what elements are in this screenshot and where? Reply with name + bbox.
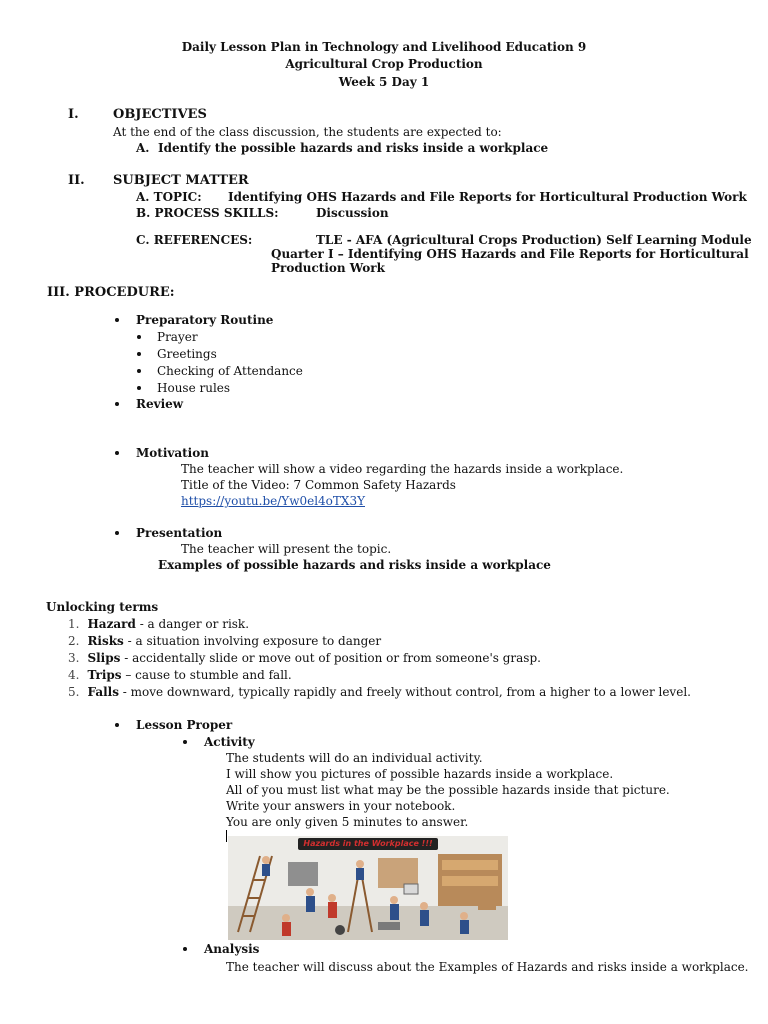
routine-item: Checking of Attendance — [157, 364, 303, 378]
activity-line: You are only given 5 minutes to answer. — [226, 815, 469, 829]
term-definition: - move downward, typically rapidly and freely without control, from a higher to a lower level. — [118, 685, 691, 699]
hazards-illustration — [228, 836, 508, 940]
bullet-icon — [115, 318, 119, 322]
references-line-1: TLE - AFA (Agricultural Crops Production) Self Learning Module — [316, 233, 752, 247]
bullet-icon — [115, 451, 119, 455]
unlocking-title: Unlocking terms — [46, 600, 159, 614]
doc-week: Week 5 Day 1 — [338, 75, 430, 89]
motivation-title: Motivation — [136, 446, 209, 460]
term-number: 2. — [68, 634, 80, 648]
routine-item: Prayer — [157, 330, 198, 344]
term-row — [68, 651, 541, 665]
term-word: Falls — [87, 685, 119, 699]
activity-line: All of you must list what may be the possible hazards inside that picture. — [226, 783, 670, 797]
video-title: Title of the Video: 7 Common Safety Hazards — [181, 478, 456, 492]
references-line-2: Quarter I – Identifying OHS Hazards and File Reports for Horticultural — [271, 247, 749, 261]
term-word: Hazard — [87, 617, 136, 631]
subject-heading: SUBJECT MATTER — [113, 173, 249, 188]
references-label: C. REFERENCES: — [136, 233, 253, 247]
presentation-title: Presentation — [136, 526, 223, 540]
term-row — [68, 668, 292, 682]
activity-line: I will show you pictures of possible hazards inside a workplace. — [226, 767, 614, 781]
term-word: Risks — [87, 634, 124, 648]
analysis-text: The teacher will discuss about the Examples of Hazards and risks inside a workplace. — [226, 960, 749, 974]
text-cursor — [226, 830, 227, 842]
routine-title: Preparatory Routine — [136, 313, 274, 327]
term-definition: - accidentally slide or move out of position or from someone's grasp. — [120, 651, 541, 665]
objectives-intro: At the end of the class discussion, the students are expected to: — [113, 125, 502, 139]
skills-value: Discussion — [316, 206, 389, 220]
review-title: Review — [136, 397, 184, 411]
bullet-icon — [137, 386, 141, 390]
presentation-topic: Examples of possible hazards and risks inside a workplace — [158, 558, 551, 572]
objective-item: Identify the possible hazards and risks inside a workplace — [158, 141, 549, 155]
term-word: Slips — [87, 651, 121, 665]
topic-label: A. TOPIC: — [136, 190, 202, 204]
objectives-num: I. — [68, 107, 79, 122]
routine-item: House rules — [157, 381, 231, 395]
analysis-title: Analysis — [204, 942, 260, 956]
activity-title: Activity — [204, 735, 255, 749]
activity-line: Write your answers in your notebook. — [226, 799, 456, 813]
workplace-scene-icon — [228, 836, 508, 940]
activity-line: The students will do an individual activity. — [226, 751, 483, 765]
bullet-icon — [115, 723, 119, 727]
objectives-heading: OBJECTIVES — [113, 107, 207, 122]
motivation-text: The teacher will show a video regarding the hazards inside a workplace. — [181, 462, 624, 476]
term-number: 5. — [68, 685, 80, 699]
lesson-title: Lesson Proper — [136, 718, 233, 732]
term-definition: - a situation involving exposure to danger — [123, 634, 382, 648]
bullet-icon — [137, 335, 141, 339]
term-definition: – cause to stumble and fall. — [121, 668, 292, 682]
bullet-icon — [115, 531, 119, 535]
term-number: 1. — [68, 617, 80, 631]
video-link[interactable]: https://youtu.be/Yw0el4oTX3Y — [181, 494, 365, 508]
skills-label: B. PROCESS SKILLS: — [136, 206, 279, 220]
term-word: Trips — [87, 668, 122, 682]
illustration-title: Hazards in the Workplace !!! — [303, 839, 433, 848]
bullet-icon — [183, 740, 187, 744]
term-definition: - a danger or risk. — [135, 617, 250, 631]
subject-num: II. — [68, 173, 85, 188]
objective-letter: A. — [136, 141, 150, 155]
doc-title: Daily Lesson Plan in Technology and Livelihood Education 9 — [181, 40, 587, 54]
term-row — [68, 617, 249, 631]
bullet-icon — [137, 352, 141, 356]
bullet-icon — [183, 947, 187, 951]
routine-item: Greetings — [157, 347, 217, 361]
procedure-heading: III. PROCEDURE: — [47, 285, 175, 300]
bullet-icon — [115, 402, 119, 406]
presentation-text: The teacher will present the topic. — [181, 542, 392, 556]
topic-value: Identifying OHS Hazards and File Reports for Horticultural Production Work — [228, 190, 747, 204]
term-number: 3. — [68, 651, 80, 665]
bullet-icon — [137, 369, 141, 373]
term-row — [68, 634, 381, 648]
term-row — [68, 685, 691, 699]
term-number: 4. — [68, 668, 80, 682]
references-line-3: Production Work — [271, 261, 385, 275]
doc-subtitle: Agricultural Crop Production — [285, 57, 483, 71]
